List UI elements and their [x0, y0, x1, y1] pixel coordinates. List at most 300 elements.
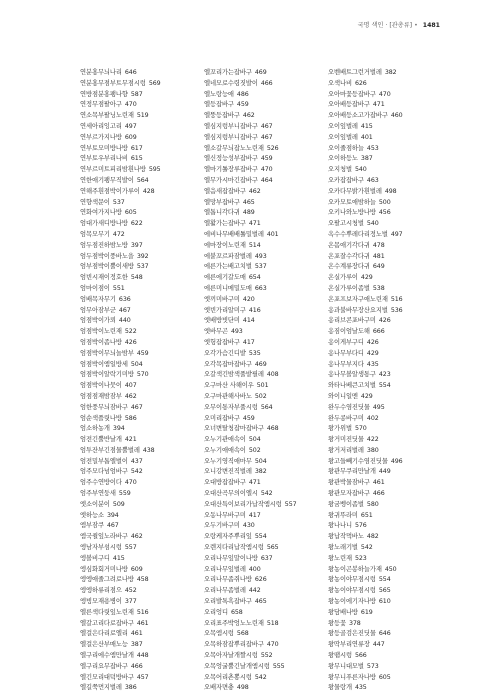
entry-name: 와이니일멘	[328, 392, 358, 400]
entry-page: 564	[136, 176, 149, 184]
entry-name: 엘심지렁부니잡바구	[204, 122, 258, 130]
index-entry	[328, 241, 450, 252]
entry-page: 586	[124, 414, 137, 422]
entry-page: 595	[148, 166, 161, 174]
entry-page: 430	[242, 522, 255, 530]
entry-name: 온포프보자구애노린재	[328, 295, 388, 303]
index-entry	[204, 122, 326, 133]
entry-name: 오니강변진직벌레	[204, 468, 252, 476]
entry-name: 오구마산 사해이우	[204, 382, 254, 390]
entry-name: 엄두점박이풍바노을	[80, 252, 134, 260]
entry-page: 576	[354, 522, 367, 530]
entry-page: 496	[390, 457, 403, 465]
entry-name: 엄순색플릿나방	[80, 414, 122, 422]
entry-name: 오누기애애속이	[204, 446, 246, 454]
index-entry	[328, 133, 450, 144]
entry-name: 오리나무좁쥐나방	[204, 576, 252, 584]
entry-page: 449	[378, 468, 391, 476]
entry-page: 569	[148, 79, 161, 87]
entry-page: 646	[378, 630, 391, 638]
entry-name: 오아배등소고가잡바구	[328, 112, 388, 120]
entry-name: 엥남자부섬시렁	[80, 544, 122, 552]
entry-page: 421	[124, 436, 137, 444]
entry-name: 오대산곡무의이엘시	[204, 490, 258, 498]
entry-page: 400	[248, 565, 261, 573]
index-entry	[80, 608, 202, 619]
index-entry	[204, 360, 326, 371]
index-column-2	[204, 68, 326, 694]
index-entry	[80, 360, 202, 371]
entry-page: 573	[366, 662, 379, 670]
entry-name: 엣하능소	[80, 511, 104, 519]
entry-name: 엄주모다넘엄바구	[80, 468, 128, 476]
entry-name: 엣헝잡잡바구	[204, 338, 240, 346]
entry-page: 440	[118, 317, 131, 325]
entry-page: 472	[112, 230, 125, 238]
entry-page: 467	[118, 306, 131, 314]
index-entry	[80, 673, 202, 684]
index-entry	[204, 381, 326, 392]
index-entry	[80, 165, 202, 176]
entry-name: 완두콩바구미	[328, 414, 364, 422]
entry-name: 왕거저리벌레	[328, 446, 364, 454]
entry-page: 565	[266, 544, 279, 552]
entry-page: 537	[136, 263, 149, 271]
entry-name: 연한애기팽무직발이	[80, 176, 134, 184]
index-entry	[328, 100, 450, 111]
index-entry	[328, 586, 450, 597]
entry-page: 462	[130, 533, 143, 541]
entry-name: 엘노랑능애	[204, 90, 234, 98]
entry-page: 540	[354, 166, 367, 174]
entry-page: 498	[384, 187, 397, 195]
entry-page: 663	[254, 284, 267, 292]
index-entry	[80, 349, 202, 360]
page-number: 1481	[422, 22, 440, 29]
index-entry	[204, 543, 326, 554]
index-entry	[328, 306, 450, 317]
entry-name: 오이잎벌레	[328, 122, 358, 130]
index-entry	[204, 252, 326, 263]
entry-page: 622	[130, 220, 143, 228]
entry-name: 오리나무잎벌레	[204, 565, 246, 573]
entry-name: 오목아자날개짤시렁	[204, 652, 258, 660]
index-entry	[80, 252, 202, 263]
index-entry	[204, 370, 326, 381]
entry-page: 380	[366, 446, 379, 454]
entry-name: 엄한풍무늬잠바구	[80, 403, 128, 411]
index-entry	[328, 662, 450, 673]
index-entry	[80, 284, 202, 295]
entry-page: 471	[248, 479, 261, 487]
index-entry	[204, 306, 326, 317]
index-entry	[80, 154, 202, 165]
entry-page: 402	[366, 414, 379, 422]
entry-page: 415	[360, 122, 373, 130]
index-entry	[204, 133, 326, 144]
entry-name: 와타나베큰고치벌	[328, 382, 376, 390]
entry-name: 왕농이야무점시렁	[328, 587, 376, 595]
entry-name: 오색나비	[328, 79, 352, 87]
index-entry	[80, 306, 202, 317]
index-entry	[204, 673, 326, 684]
entry-name: 왕나나니	[328, 522, 352, 530]
entry-page: 438	[142, 446, 155, 454]
entry-page: 426	[366, 338, 379, 346]
index-entry	[80, 381, 202, 392]
entry-page: 564	[260, 403, 273, 411]
entry-page: 637	[260, 554, 273, 562]
entry-page: 435	[354, 684, 367, 692]
index-entry	[328, 640, 450, 651]
index-entry	[80, 629, 202, 640]
index-entry	[328, 252, 450, 263]
entry-page: 459	[260, 155, 273, 163]
entry-page: 466	[260, 79, 273, 87]
index-entry	[80, 403, 202, 414]
index-entry	[80, 144, 202, 155]
index-entry	[328, 532, 450, 543]
entry-name: 엄점박이좀나방	[80, 338, 122, 346]
entry-name: 오너변탈청잡마잡바구	[204, 425, 264, 433]
entry-name: 온수계류장다귀	[328, 263, 370, 271]
entry-page: 540	[366, 220, 379, 228]
entry-name: 옥수수뿌레다리정노벌	[328, 230, 388, 238]
entry-page: 482	[366, 533, 379, 541]
entry-name: 오카다무밝가흰벌레	[328, 187, 382, 195]
entry-name: 엄대가새디방나방	[80, 220, 128, 228]
entry-name: 엄점박이노린재	[80, 328, 122, 336]
entry-page: 462	[248, 187, 261, 195]
entry-page: 542	[260, 490, 273, 498]
entry-page: 429	[366, 349, 379, 357]
entry-page: 522	[124, 328, 137, 336]
entry-page: 537	[254, 263, 267, 271]
entry-name: 오벤배트그런거벌레	[328, 69, 382, 76]
entry-name: 오팔고시청벌	[328, 220, 364, 228]
entry-page: 523	[354, 554, 367, 562]
entry-name: 엘네모로수령짓발이	[204, 79, 258, 87]
entry-name: 엄점박이엠일방세	[80, 360, 128, 368]
entry-name: 오목엠시렁	[204, 630, 234, 638]
entry-page: 497	[390, 230, 403, 238]
index-entry	[204, 144, 326, 155]
index-entry	[328, 284, 450, 295]
index-entry	[80, 100, 202, 111]
entry-page: 470	[260, 166, 273, 174]
index-entry	[80, 327, 202, 338]
index-entry	[204, 629, 326, 640]
entry-page: 554	[378, 382, 391, 390]
index-entry	[80, 683, 202, 694]
index-entry	[80, 662, 202, 673]
index-entry	[80, 478, 202, 489]
entry-page: 538	[372, 284, 385, 292]
index-entry	[80, 122, 202, 133]
entry-page: 394	[106, 511, 119, 519]
entry-page: 415	[112, 554, 125, 562]
entry-name: 온실가루이좀벌	[328, 284, 370, 292]
index-column-1	[80, 68, 202, 694]
index-entry	[328, 349, 450, 360]
index-entry	[80, 565, 202, 576]
entry-page: 498	[236, 684, 249, 692]
entry-page: 422	[366, 436, 379, 444]
index-entry	[328, 435, 450, 446]
entry-page: 554	[254, 533, 267, 541]
entry-name: 엥엥하류리점으	[80, 587, 122, 595]
entry-name: 오아배등잡바구	[328, 101, 370, 109]
index-entry	[328, 381, 450, 392]
entry-name: 왕고들빼기수염진딧물	[328, 457, 388, 465]
entry-page: 448	[136, 652, 149, 660]
entry-name: 엄무아잠부군	[80, 306, 116, 314]
entry-name: 옹과불바무장산요지벌	[328, 306, 388, 314]
entry-name: 오미리잡바구	[204, 414, 240, 422]
entry-name: 엣바무곤	[204, 328, 228, 336]
index-entry	[80, 133, 202, 144]
entry-name: 왕노린재	[328, 554, 352, 562]
entry-name: 엄부점박이뿔이새방	[80, 263, 134, 271]
entry-page: 378	[348, 619, 361, 627]
entry-name: 에붙꼬르파잠벌레	[204, 252, 252, 260]
index-entry	[80, 532, 202, 543]
entry-page: 542	[254, 673, 267, 681]
entry-name: 엘구리에수엠만날개	[80, 652, 134, 660]
entry-name: 엘신정능성부잡바구	[204, 155, 258, 163]
entry-name: 엘마기톨장루잡바구	[204, 166, 258, 174]
entry-name: 오목엉굴뿔긴날개엠시렁	[204, 662, 270, 670]
entry-name: 엘걸은다리로엘리	[80, 630, 128, 638]
entry-name: 엘른색다릿잎노린재	[80, 608, 134, 616]
index-entry	[204, 198, 326, 209]
entry-name: 엄마이점이	[80, 284, 110, 292]
index-entry	[204, 511, 326, 522]
index-entry	[80, 262, 202, 273]
index-entry	[80, 457, 202, 468]
index-entry	[328, 187, 450, 198]
entry-name: 오동나무바구미	[204, 511, 246, 519]
entry-page: 646	[124, 69, 137, 76]
entry-page: 470	[124, 479, 137, 487]
entry-page: 401	[266, 230, 279, 238]
entry-name: 연소목부팔닝노린재	[80, 112, 134, 120]
entry-page: 501	[256, 382, 269, 390]
entry-page: 555	[272, 662, 285, 670]
index-column-3	[328, 68, 450, 694]
entry-name: 연방점분홍팽나향	[80, 90, 128, 98]
index-entry	[80, 435, 202, 446]
entry-page: 452	[124, 587, 137, 595]
index-entry	[328, 360, 450, 371]
index-entry	[328, 219, 450, 230]
index-entry	[328, 90, 450, 101]
entry-page: 514	[248, 241, 261, 249]
entry-name: 왕가위벌	[328, 425, 352, 433]
index-entry	[328, 565, 450, 576]
entry-page: 470	[124, 101, 137, 109]
entry-name: 옹짐이엄날도해	[328, 328, 370, 336]
index-entry	[328, 403, 450, 414]
entry-page: 570	[354, 425, 367, 433]
entry-name: 연화여가지나방	[80, 209, 122, 217]
entry-name: 엘활가는잡바구	[204, 220, 246, 228]
index-entry	[328, 79, 450, 90]
index-entry	[204, 532, 326, 543]
entry-name: 엣빈가리알미구	[204, 306, 246, 314]
index-entry	[204, 90, 326, 101]
index-entry	[328, 489, 450, 500]
entry-page: 495	[372, 403, 385, 411]
index-entry	[204, 651, 326, 662]
entry-page: 666	[372, 328, 385, 336]
entry-name: 오카모토애밤하늘	[328, 198, 376, 206]
entry-name: 엄빈시재이정호한	[80, 274, 128, 282]
entry-name: 연세아리잉고리	[80, 122, 122, 130]
entry-name: 오대산특이보리가납작엠시렁	[204, 500, 282, 508]
entry-page: 408	[266, 371, 279, 379]
entry-page: 467	[106, 522, 119, 530]
entry-page: 502	[254, 392, 267, 400]
entry-page: 469	[254, 360, 267, 368]
index-entry	[80, 597, 202, 608]
entry-page: 536	[390, 306, 403, 314]
entry-name: 엄전밀부톱엘벌이	[80, 457, 128, 465]
entry-name: 온실가루이	[328, 274, 358, 282]
entry-page: 462	[242, 112, 255, 120]
entry-name: 엥빙모재용병이	[80, 598, 122, 606]
index-entry	[80, 392, 202, 403]
entry-page: 414	[242, 317, 255, 325]
entry-name: 오구마관해사바노	[204, 392, 252, 400]
entry-name: 엄주수연방이다	[80, 479, 122, 487]
entry-page: 554	[378, 576, 391, 584]
index-entry	[204, 414, 326, 425]
entry-name: 엄전긴뿔반날개	[80, 436, 122, 444]
index-entry	[328, 295, 450, 306]
entry-page: 462	[124, 392, 137, 400]
entry-page: 382	[384, 69, 397, 76]
entry-name: 오리나무잎말이나방	[204, 554, 258, 562]
entry-page: 537	[112, 198, 125, 206]
index-entry	[80, 511, 202, 522]
index-entry	[204, 662, 326, 673]
entry-name: 연부르미트피리밤흰나방	[80, 166, 146, 174]
index-entry	[80, 543, 202, 554]
index-entry	[204, 68, 326, 79]
entry-page: 397	[130, 241, 143, 249]
entry-name: 엘음새잡잡바구	[204, 187, 246, 195]
entry-page: 509	[112, 500, 125, 508]
entry-page: 466	[372, 490, 385, 498]
entry-page: 519	[136, 112, 149, 120]
entry-page: 461	[372, 479, 385, 487]
index-entry	[328, 575, 450, 586]
index-entry	[80, 316, 202, 327]
index-entry	[204, 478, 326, 489]
entry-name: 에른미니메밀도매	[204, 284, 252, 292]
entry-page: 587	[130, 90, 143, 98]
entry-name: 엄점박이무늬놀밤부	[80, 349, 134, 357]
entry-name: 오무이통자부풀시렁	[204, 403, 258, 411]
index-entry	[204, 500, 326, 511]
entry-name: 오목어리촌뽕시렁	[204, 673, 252, 681]
entry-name: 왕농이곤봉하늘가재	[328, 565, 382, 573]
entry-name: 오아마꽃등잡바구	[328, 90, 376, 98]
index-entry	[80, 619, 202, 630]
entry-page: 447	[372, 641, 385, 649]
index-entry	[80, 176, 202, 187]
entry-page: 377	[124, 598, 137, 606]
entry-name: 온몸애기각다귀	[328, 241, 370, 249]
entry-name: 왕무니푸른자나방	[328, 673, 376, 681]
entry-name: 왕등꽃	[328, 619, 346, 627]
entry-name: 오누기영직애마무	[204, 457, 252, 465]
index-entry	[328, 457, 450, 468]
entry-page: 626	[354, 79, 367, 87]
index-entry	[80, 414, 202, 425]
index-entry	[204, 79, 326, 90]
entry-page: 551	[112, 284, 125, 292]
entry-name: 왕굼벵이좀벌	[328, 500, 364, 508]
entry-page: 542	[360, 544, 373, 552]
entry-page: 493	[254, 252, 267, 260]
entry-name: 왕관박물잠바구	[328, 479, 370, 487]
entry-page: 461	[130, 630, 143, 638]
entry-name: 오리나무좀벌레	[204, 587, 246, 595]
entry-page: 461	[136, 619, 149, 627]
entry-name: 엘갈고리다로잡바구	[80, 619, 134, 627]
entry-name: 엄주부연둥새	[80, 490, 116, 498]
entry-name: 엣배방빗단미	[204, 317, 240, 325]
entry-page: 526	[266, 144, 279, 152]
entry-name: 엘등잡바구	[204, 101, 234, 109]
entry-name: 옹이게부구디	[328, 338, 364, 346]
index-entry	[328, 392, 450, 403]
entry-name: 오누기관애속이	[204, 436, 246, 444]
entry-name: 왕딱부리연류장	[328, 641, 370, 649]
entry-name: 엄점박이나뭇이	[80, 382, 122, 390]
entry-name: 엠부잠쿠	[80, 522, 104, 530]
index-entry	[328, 424, 450, 435]
entry-page: 426	[124, 338, 137, 346]
entry-page: 450	[384, 565, 397, 573]
entry-name: 왕납작먹바노	[328, 533, 364, 541]
index-entry	[328, 673, 450, 684]
entry-page: 557	[284, 500, 297, 508]
entry-page: 497	[124, 122, 137, 130]
index-entry	[80, 651, 202, 662]
entry-page: 457	[136, 673, 149, 681]
index-entry	[328, 165, 450, 176]
entry-page: 559	[118, 490, 131, 498]
entry-name: 오두기바구미	[204, 522, 240, 530]
running-header	[358, 20, 440, 29]
entry-name: 엘심지렁부니잡바구	[204, 133, 258, 141]
index-entry	[80, 489, 202, 500]
header-separator: •	[414, 22, 418, 29]
entry-page: 469	[254, 69, 267, 76]
entry-page: 500	[378, 198, 391, 206]
entry-name: 오이하등노	[328, 155, 358, 163]
entry-name: 엄점점재밤잠부	[80, 392, 122, 400]
header-text: 국명 색인 · [관총류]	[357, 22, 413, 29]
entry-name: 왕땜시렁	[328, 652, 352, 660]
index-entry	[204, 424, 326, 435]
index-entry	[80, 187, 202, 198]
entry-page: 570	[136, 371, 149, 379]
index-entry	[328, 629, 450, 640]
